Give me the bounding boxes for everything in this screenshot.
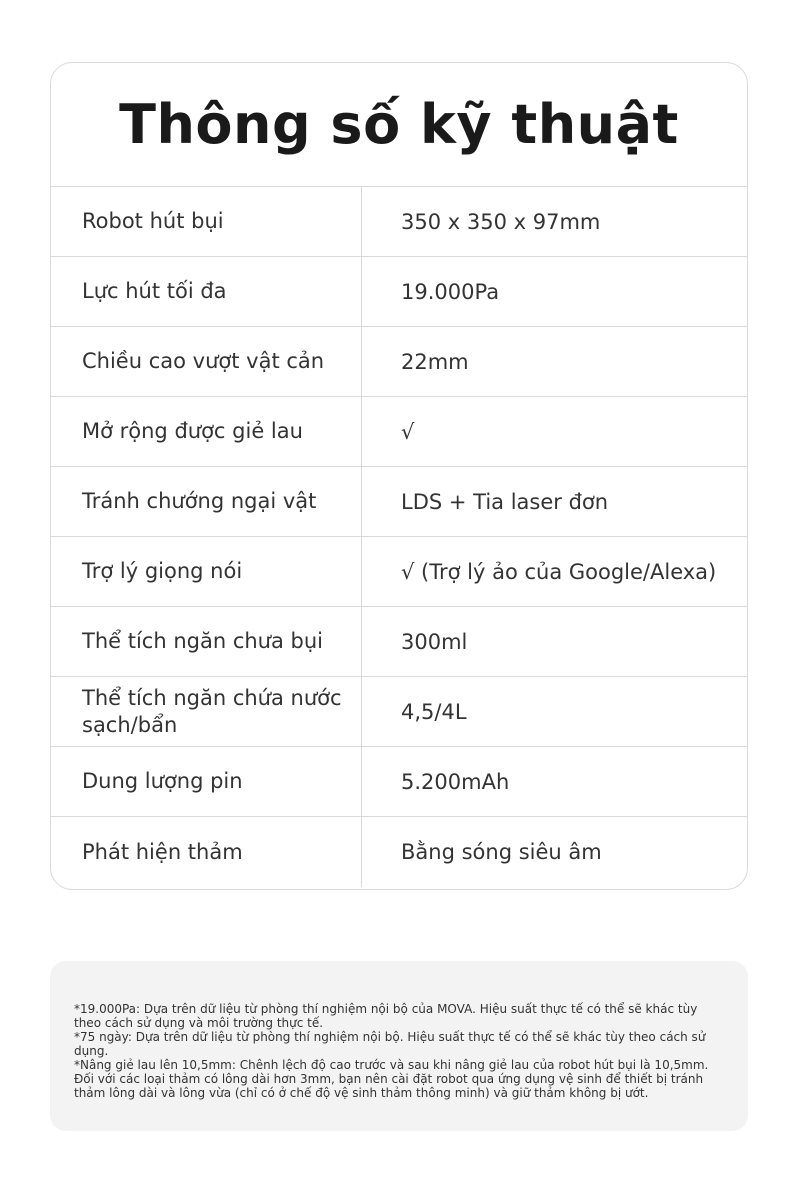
spec-label: Tránh chướng ngại vật (51, 467, 362, 536)
spec-label: Phát hiện thảm (51, 817, 362, 887)
spec-value: 5.200mAh (401, 769, 510, 794)
footnote: *Nâng giẻ lau lên 10,5mm: Chênh lệch độ cao trước và sau khi nâng giẻ lau của robot hút bụi là 10,5mm. Đối với các loại thảm có lông dài hơn 3mm, bạn nên cài đặt robot qua ứng dụng vệ sinh để thiết bị tránh thảm lông dài và lông vừa (chỉ có ở chế độ vệ sinh thảm thông minh) và giữ thảm không bị ướt. (74, 1058, 709, 1100)
spec-row (51, 817, 747, 887)
spec-table (51, 187, 747, 887)
spec-value: √ (401, 419, 415, 444)
spec-label: Chiều cao vượt vật cản (51, 327, 362, 396)
spec-value: 19.000Pa (401, 279, 500, 304)
footnotes-box (50, 961, 748, 1131)
spec-row (51, 747, 747, 817)
spec-row (51, 607, 747, 677)
spec-label: Robot hút bụi (51, 187, 362, 256)
spec-value: 22mm (401, 349, 469, 374)
spec-value: 350 x 350 x 97mm (401, 209, 601, 234)
spec-label: Trợ lý giọng nói (51, 537, 362, 606)
spec-card (50, 62, 748, 890)
spec-row (51, 187, 747, 257)
spec-row (51, 327, 747, 397)
spec-row (51, 677, 747, 747)
spec-row (51, 537, 747, 607)
spec-label: Dung lượng pin (51, 747, 362, 816)
spec-value: √ (Trợ lý ảo của Google/Alexa) (401, 559, 717, 584)
spec-row (51, 397, 747, 467)
spec-value: 4,5/4L (401, 699, 467, 724)
spec-label: Thể tích ngăn chưa bụi (51, 607, 362, 676)
spec-row (51, 467, 747, 537)
spec-label: Thể tích ngăn chứa nước sạch/bẩn (51, 677, 362, 746)
spec-title: Thông số kỹ thuật (51, 63, 747, 187)
spec-value: 300ml (401, 629, 468, 654)
spec-row (51, 257, 747, 327)
spec-label: Lực hút tối đa (51, 257, 362, 326)
footnote: *19.000Pa: Dựa trên dữ liệu từ phòng thí nghiệm nội bộ của MOVA. Hiệu suất thực tế có thể sẽ khác tùy theo cách sử dụng và môi trường thực tế. (74, 1002, 698, 1030)
spec-value: LDS + Tia laser đơn (401, 489, 609, 514)
spec-value: Bằng sóng siêu âm (401, 840, 602, 864)
footnote: *75 ngày: Dựa trên dữ liệu từ phòng thí nghiệm nội bộ. Hiệu suất thực tế có thể sẽ khác tùy theo cách sử dụng. (74, 1030, 706, 1058)
spec-label: Mở rộng được giẻ lau (51, 397, 362, 466)
